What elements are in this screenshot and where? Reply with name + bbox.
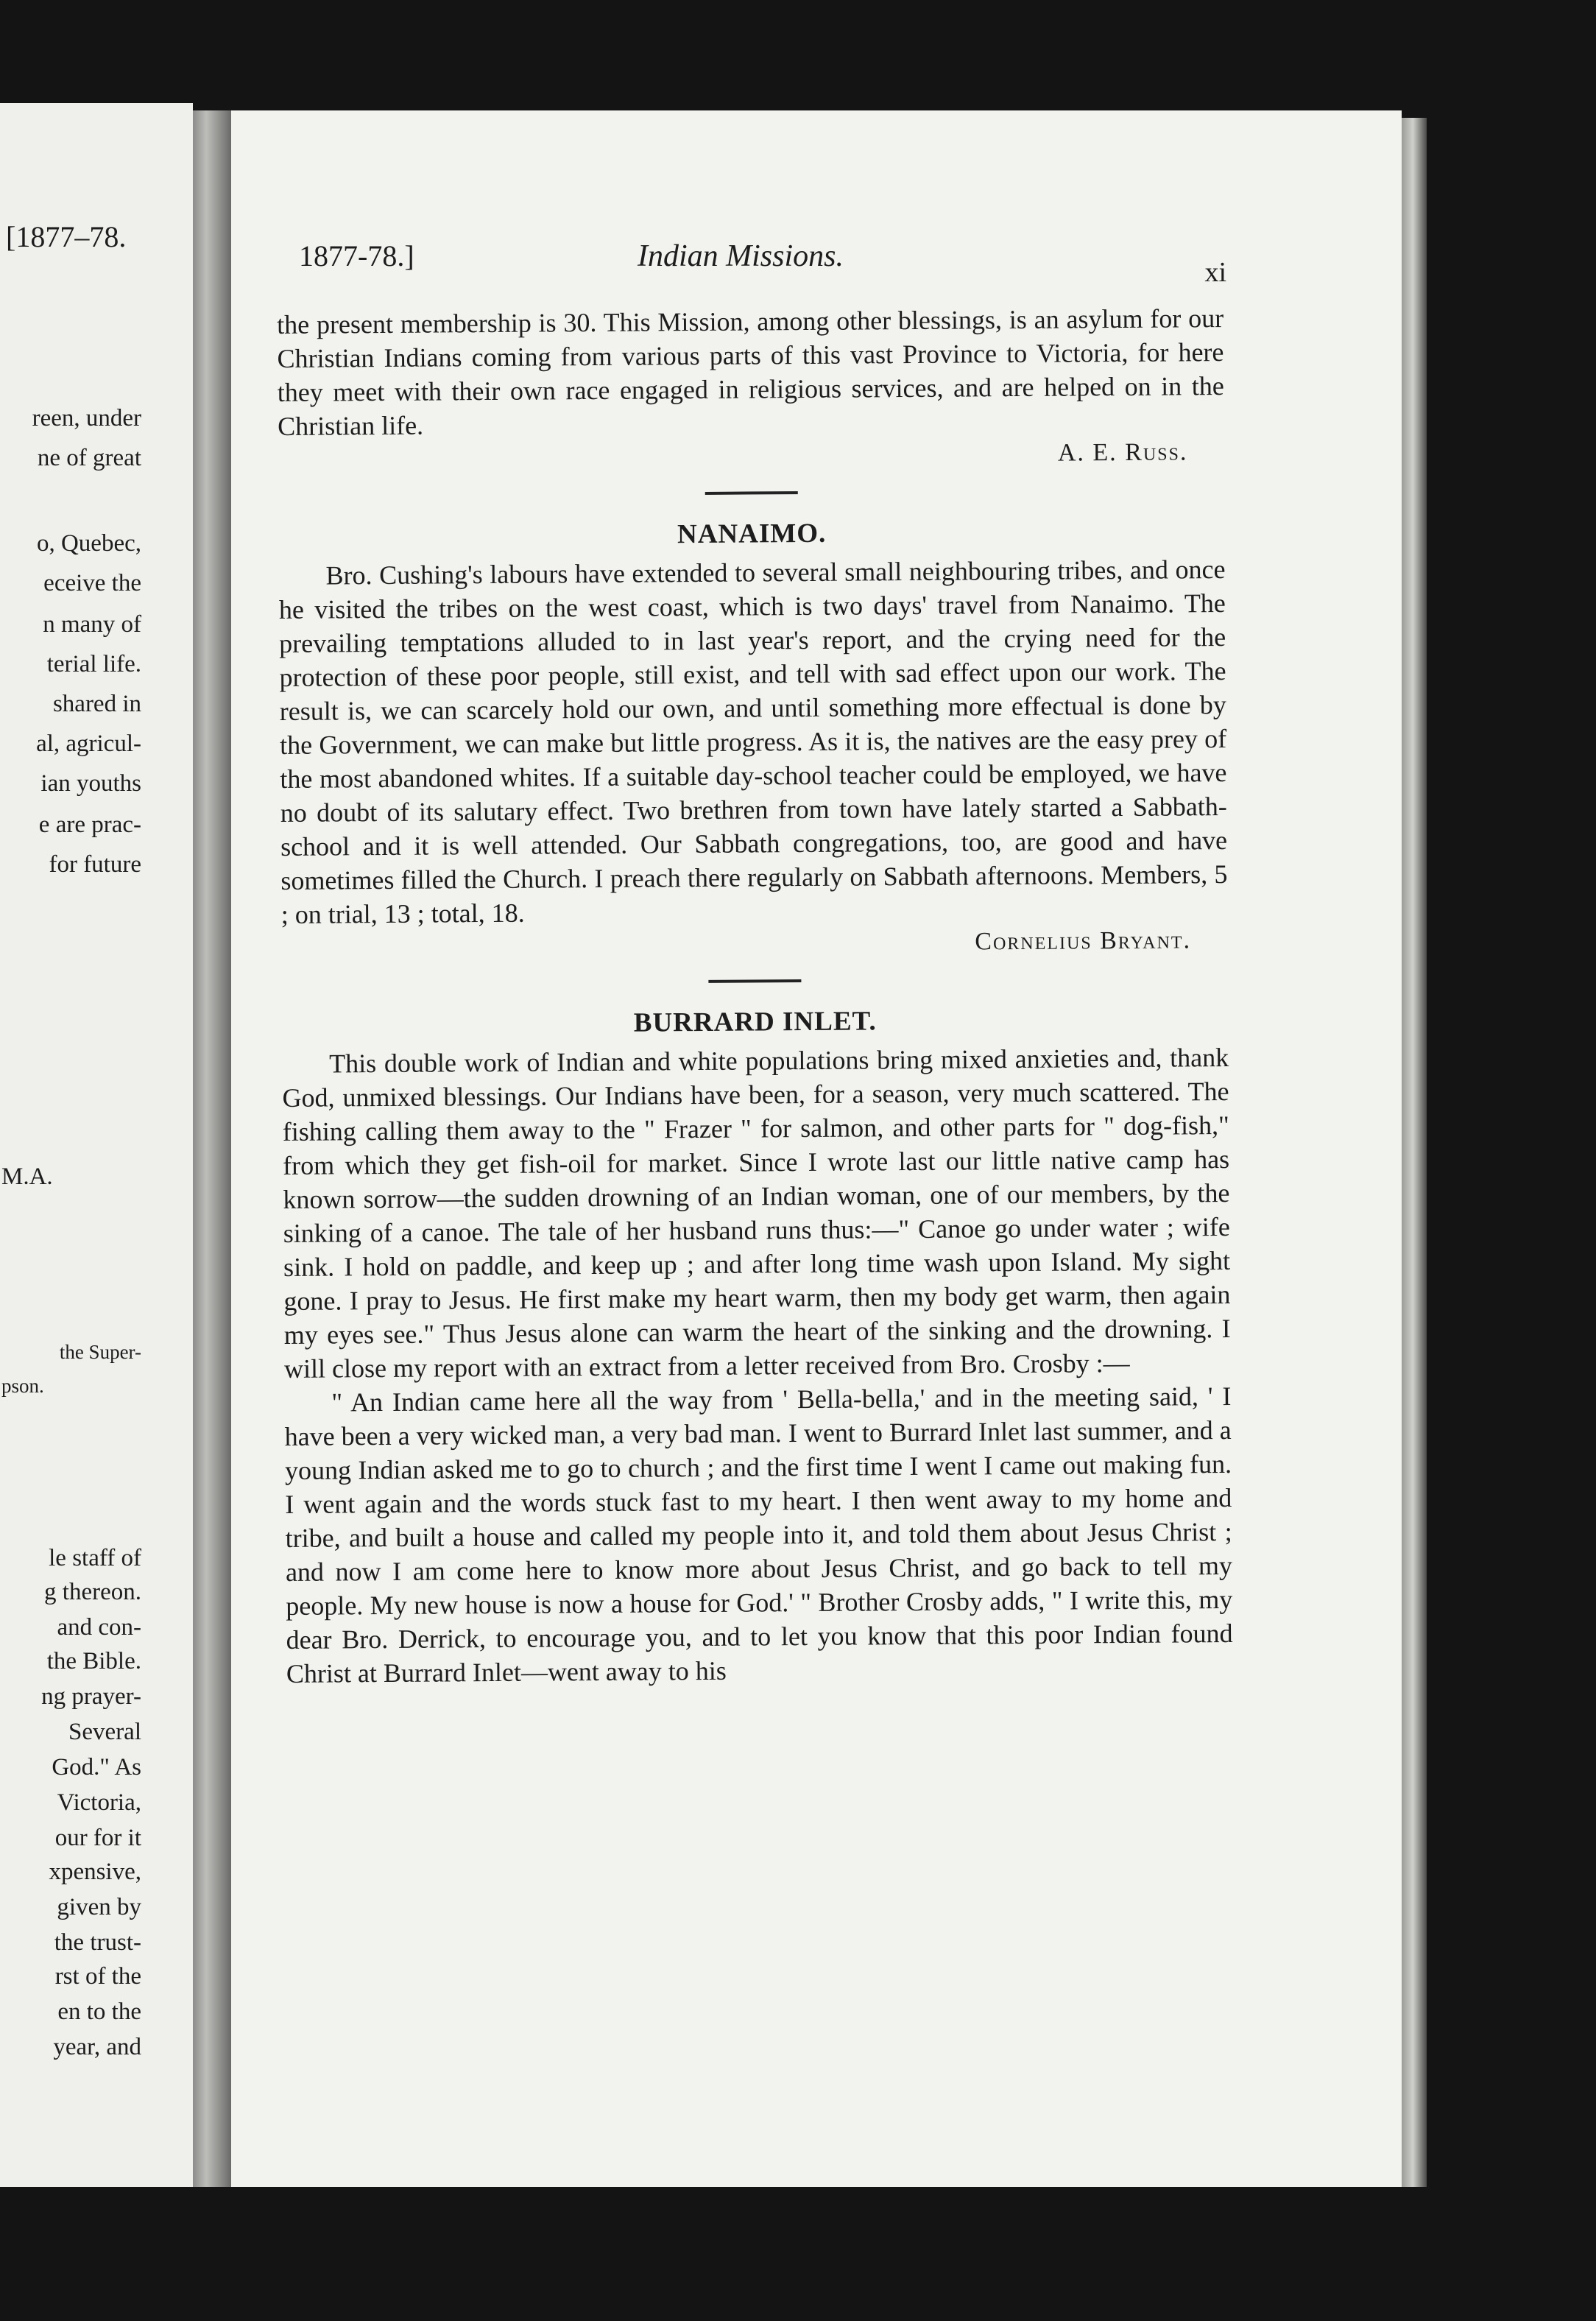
page-content [277, 301, 1233, 1691]
signature-russ: A. E. Russ. [1057, 438, 1188, 467]
left-page-line: and con- [57, 1614, 141, 1641]
burrard-paragraph-1: This double work of Indian and white populations bring mixed anxieties and, thank God, unmixed blessings. Our Indians have been, for a season, very much scattered. The fishing calling them away to the " Frazer " for salmon, and other parts for " dog-fish," from which they get fish-oil for market. Since I wrote last our little native camp has known sorrow—the sudden drowning of an Indian woman, one of our members, by the sinking of a canoe. The tale of her husband runs thus:—" Canoe go under water ; wife sink. I hold on paddle, and keep up ; and after long time wash upon Island. My sight gone. I pray to Jesus. He first make my heart warm, then my body get warm, then again my eyes see." Thus Jesus alone can warm the heart of the sinking and the drowning. I will close my report with an extract from a letter received from Bro. Crosby :— [282, 1042, 1231, 1384]
left-page-line: g thereon. [44, 1579, 141, 1605]
left-page-line: en to the [57, 1998, 141, 2025]
left-page-line: ian youths [40, 770, 141, 797]
left-page-line: al, agricul- [36, 730, 141, 757]
left-page-line: reen, under [32, 405, 141, 432]
left-page-line: shared in [52, 691, 141, 717]
page-edge [1402, 118, 1427, 2187]
left-page-line: year, and [53, 2034, 141, 2060]
section-divider [705, 491, 798, 495]
left-page-line: the trust- [54, 1929, 141, 1956]
left-page-line: the Bible. [46, 1648, 141, 1674]
running-head [299, 239, 1226, 288]
left-page-line: terial life. [46, 651, 141, 677]
left-page-line: o, Quebec, [36, 530, 141, 557]
heading-burrard-inlet: BURRARD INLET. [633, 1006, 877, 1038]
left-page-footnote: pson. [1, 1375, 44, 1397]
left-page-line: xpensive, [49, 1859, 141, 1885]
heading-nanaimo: NANAIMO. [677, 518, 827, 550]
left-page-line: eceive the [43, 570, 141, 596]
left-page-line: n many of [43, 611, 141, 638]
left-page-line: our for it [54, 1825, 141, 1851]
left-page-footnote: the Super- [59, 1341, 141, 1363]
running-head-title: Indian Missions. [638, 239, 844, 273]
left-page-ma: M.A. [1, 1163, 53, 1190]
left-page-line: given by [57, 1894, 141, 1920]
left-page-line: Several [68, 1719, 141, 1745]
left-page [0, 103, 193, 2187]
intro-paragraph: the present membership is 30. This Mission, among other blessings, is an asylum for our Christian Indians coming from various parts of this vast Province to Victoria, for here they meet with their own race engaged in religious services, and are helped on in the Christian life. [277, 303, 1224, 441]
left-page-line: for future [49, 851, 141, 878]
signature-bryant: Cornelius Bryant. [975, 926, 1192, 956]
left-page-line: God." As [52, 1754, 141, 1781]
book-gutter [193, 110, 231, 2187]
section-divider [708, 979, 801, 983]
left-page-line: le staff of [49, 1545, 141, 1571]
burrard-paragraph-2: " An Indian came here all the way from ' Bella-bella,' and in the meeting said, ' I have been a very wicked man, a very bad man. I went to Burrard Inlet last summer, and a young Indian asked me to go to church ; and the first time I went I came out making fun. I went again and the words stuck fast to my heart. I then went away to my home and tribe, and built a house and called my people into it, and told them about Jesus Christ ; and now I am come here to know more about Jesus Christ, and go back to tell my people. My new house is now a house for God.' " Brother Crosby adds, " I write this, my dear Bro. Derrick, to encourage you, and to let you know that this poor Indian found Christ at Burrard Inlet—went away to his [284, 1381, 1233, 1688]
running-head-year: 1877-78.] [299, 239, 414, 272]
left-page-line: rst of the [54, 1963, 141, 1990]
left-page-line: e are prac- [38, 811, 141, 838]
left-page-line: ne of great [37, 445, 141, 471]
left-page-line: Victoria, [57, 1789, 141, 1816]
left-page-line: ng prayer- [41, 1683, 141, 1710]
left-page-header: [1877–78. [6, 220, 127, 253]
page-number: xi [1204, 257, 1226, 288]
nanaimo-paragraph: Bro. Cushing's labours have extended to several small neighbouring tribes, and once he visited the tribes on the west coast, which is two days' travel from Nanaimo. The prevailing temptations alluded to in last year's report, and the crying need for the protection of these poor people, still exist, and tell with sad effect upon our work. The result is, we can scarcely hold our own, and until something more effectual is done by the Government, we can make but little progress. As it is, the natives are the easy prey of the most abandoned whites. If a suitable day-school teacher could be employed, we have no doubt of its salutary effect. Two brethren from town have lately started a Sabbath-school and it is well attended. Our Sabbath congregations, too, are good and have sometimes filled the Church. I preach there regularly on Sabbath afternoons. Members, 5 ; on trial, 13 ; total, 18. [278, 554, 1228, 929]
